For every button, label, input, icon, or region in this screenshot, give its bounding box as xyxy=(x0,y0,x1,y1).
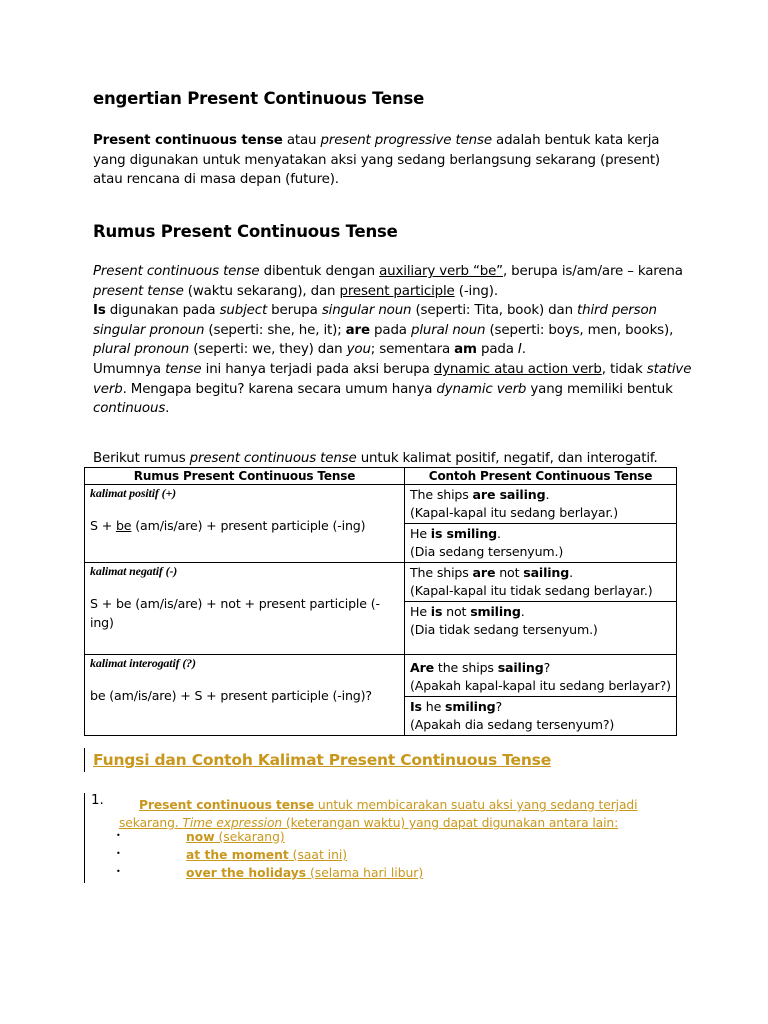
term-bold: Present continuous tense xyxy=(93,133,283,148)
row-label: kalimat interogatif (?) xyxy=(90,656,196,670)
list-number: 1. xyxy=(91,793,104,808)
list-item-link[interactable]: now (sekarang) xyxy=(186,830,285,844)
table-row xyxy=(85,485,677,524)
formula-text: S + be (am/is/are) + not + present participle (-ing) xyxy=(90,596,380,630)
formula-cell-interogatif xyxy=(85,655,405,736)
formula-text: be (am/is/are) + S + present participle (-ing)? xyxy=(90,688,372,703)
bullet-icon: • xyxy=(116,849,121,858)
rumus-paragraph: Present continuous tense dibentuk dengan auxiliary verb “be”, berupa is/am/are – karena present tense (waktu sekarang), dan present participle (-ing). Is digunakan pada subject berupa singular noun (seperti: Tita, book) dan third person singular pronoun (seperti: she, he, it); are pada plural noun (seperti: boys, men, books), plural pronoun (seperti: we, they) dan you; sementara am pada I. Umumnya tense ini hanya terjadi pada aksi berupa dynamic atau action verb, tidak stative verb. Mengapa begitu? karena secara umum hanya dynamic verb yang memiliki bentuk continuous. xyxy=(93,264,692,417)
list-item-link[interactable]: at the moment (saat ini) xyxy=(186,848,348,862)
section-heading-rumus: Rumus Present Continuous Tense xyxy=(93,222,398,241)
row-label: kalimat positif (+) xyxy=(90,486,176,500)
intro-paragraph: Present continuous tense atau present progressive tense adalah bentuk kata kerja yang digunakan untuk menyatakan aksi yang sedang berlangsung sekarang (present) atau rencana di masa depan (future). xyxy=(93,133,660,188)
section-heading-fungsi[interactable]: Fungsi dan Contoh Kalimat Present Continuous Tense xyxy=(93,751,552,769)
table-header: Rumus Present Continuous Tense xyxy=(85,468,405,485)
formula-cell-positif xyxy=(85,485,405,563)
example-cell: He is not smiling. (Dia tidak sedang tersenyum.) xyxy=(405,602,677,655)
example-cell: The ships are sailing. (Kapal-kapal itu sedang berlayar.) xyxy=(405,485,677,524)
example-cell: Is he smiling? (Apakah dia sedang tersenyum?) xyxy=(405,697,677,736)
formula-text: S + be (am/is/are) + present participle (-ing) xyxy=(90,518,366,533)
example-cell: The ships are not sailing. (Kapal-kapal itu tidak sedang berlayar.) xyxy=(405,563,677,602)
margin-bar xyxy=(84,748,85,772)
example-cell: Are the ships sailing? (Apakah kapal-kapal itu sedang berlayar?) xyxy=(405,655,677,697)
formula-cell-negatif xyxy=(85,563,405,655)
margin-bar xyxy=(84,793,85,883)
example-cell: He is smiling. (Dia sedang tersenyum.) xyxy=(405,524,677,563)
bullet-icon: • xyxy=(116,867,121,876)
berikut-paragraph: Berikut rumus present continuous tense untuk kalimat positif, negatif, dan interogatif. xyxy=(93,451,658,466)
bullet-icon: • xyxy=(116,831,121,840)
row-label: kalimat negatif (-) xyxy=(90,564,178,578)
table-header-row xyxy=(85,468,677,485)
term-italic: present progressive tense xyxy=(320,133,492,148)
table-row xyxy=(85,655,677,697)
table-header: Contoh Present Continuous Tense xyxy=(405,468,677,485)
table-row xyxy=(85,563,677,602)
list-item-link[interactable]: over the holidays (selama hari libur) xyxy=(186,866,424,880)
rumus-table xyxy=(84,467,677,736)
list-item-link[interactable]: Present continuous tense untuk membicarakan suatu aksi yang sedang terjadi sekarang. Time expression (keterangan waktu) yang dapat digunakan antara lain: xyxy=(119,798,638,830)
section-heading-pengertian: engertian Present Continuous Tense xyxy=(93,89,425,108)
